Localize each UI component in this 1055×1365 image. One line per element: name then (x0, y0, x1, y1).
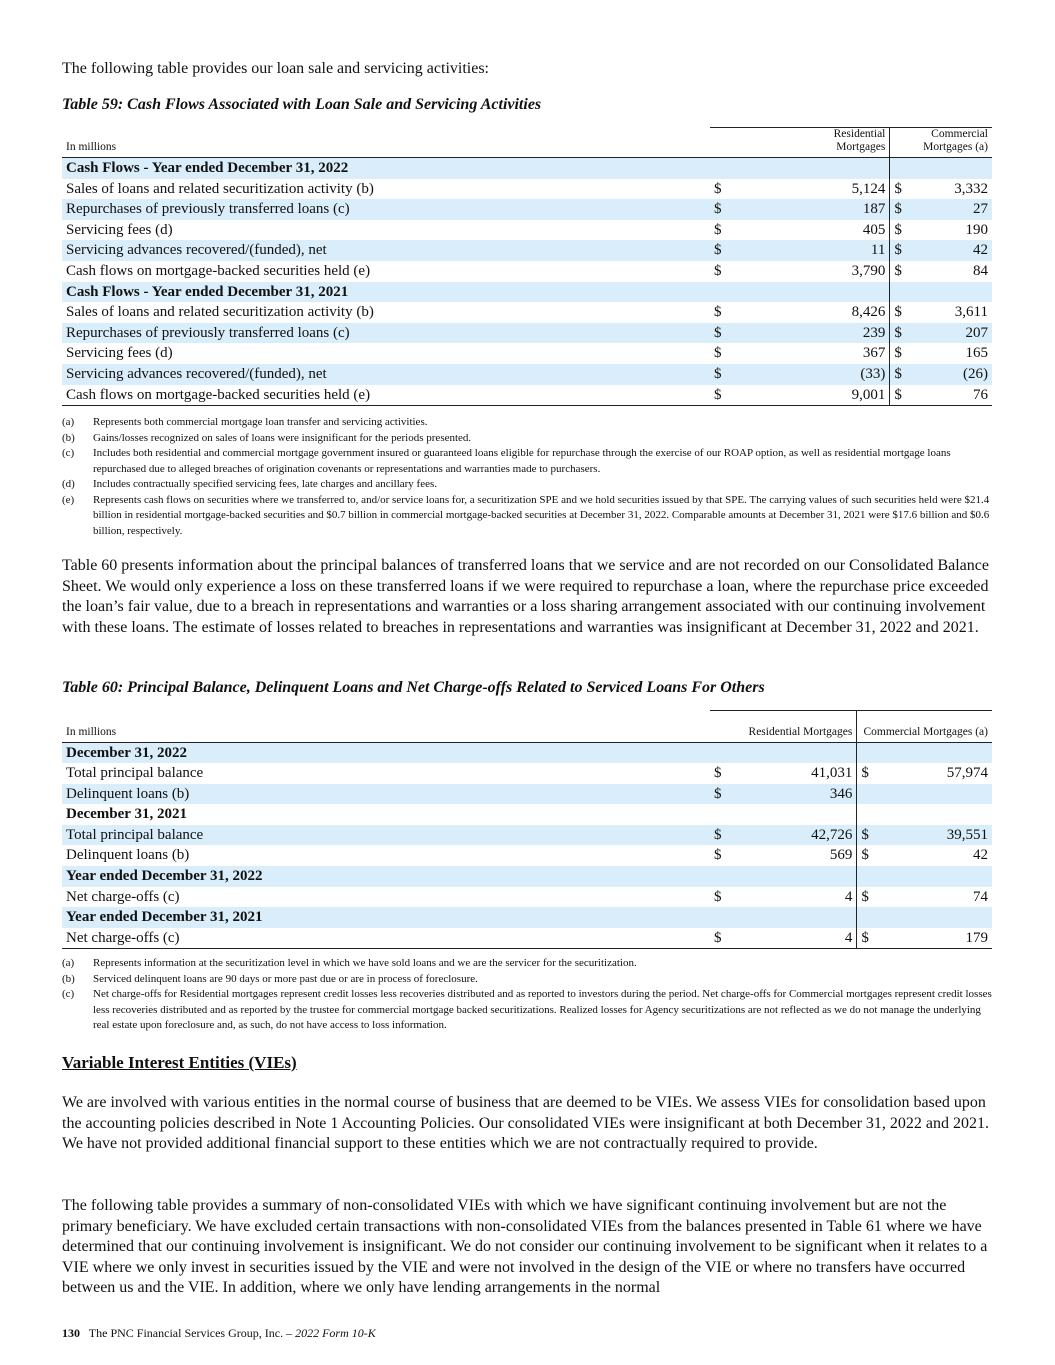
residential-value: 3,790 (851, 262, 886, 279)
currency-symbol: $ (857, 887, 886, 908)
col-residential-header: Residential Mortgages (710, 711, 857, 743)
empty-cell (885, 742, 992, 763)
empty-cell (918, 158, 992, 179)
table-row (62, 784, 992, 805)
section-title: Year ended December 31, 2022 (62, 866, 710, 887)
currency-symbol: $ (857, 928, 886, 949)
footnote (62, 415, 992, 431)
footnote-label: (c) (62, 447, 75, 459)
section-title: Cash Flows - Year ended December 31, 2021 (62, 282, 710, 303)
footnote-text: Includes contractually specified servicing fees, late charges and ancillary fees. (93, 478, 438, 490)
table-59-footnotes (62, 415, 992, 539)
col-residential-header (710, 128, 890, 158)
empty-cell (710, 158, 738, 179)
currency-symbol: $ (890, 220, 919, 241)
footnote-label: (c) (62, 988, 75, 1000)
footer-form: 2022 Form 10-K (295, 1326, 376, 1340)
footnote-label: (b) (62, 431, 75, 444)
footnote-text: Gains/losses recognized on sales of loans were insignificant for the periods presented. (93, 431, 472, 444)
commercial-value: 57,974 (946, 765, 988, 782)
vie-paragraph-2: The following table provides a summary of non-consolidated VIEs with which we have significant continuing involvement but are not the primary beneficiary. We have excluded certain transactions with non-consolidated VIEs from the balances presented in Table 61 where we have determined that our continuing involvement is insignificant. We do not consider our continuing involvement to be significant when it relates to a VIE where we only invest in securities issued by the VIE and were not involved in the design of the VIE or where no transfers have occurred between us and the VIE. In addition, where we only have lending arrangements in the normal (62, 1197, 988, 1296)
row-label: Delinquent loans (b) (62, 784, 710, 805)
residential-value: 346 (738, 784, 857, 805)
commercial-value: 42 (918, 240, 992, 261)
empty-cell (710, 742, 738, 763)
currency-symbol: $ (710, 199, 738, 220)
footnote-label: (a) (62, 416, 75, 428)
empty-cell (710, 804, 738, 825)
commercial-value: 27 (918, 199, 992, 220)
row-label: Servicing advances recovered/(funded), net (62, 240, 710, 261)
table-row (62, 887, 992, 908)
currency-symbol: $ (890, 323, 919, 344)
row-label: Total principal balance (62, 825, 710, 846)
empty-cell (918, 282, 992, 303)
section-title: December 31, 2021 (66, 806, 187, 823)
residential-value: 41,031 (811, 765, 853, 782)
currency-symbol: $ (710, 825, 738, 846)
commercial-value (885, 784, 992, 805)
vie-paragraph-1: We are involved with various entities in the normal course of business that are deemed to be VIEs. We assess VIEs for consolidation based upon the accounting policies described in Note 1 Accounting Policies. Our consolidated VIEs were insignificant at both December 31, 2022 and 2021. We have not provided additional financial support to these entities which we are not contractually required to provide. (62, 1094, 990, 1152)
currency-symbol: $ (857, 845, 886, 866)
table-60 (62, 710, 992, 949)
empty-cell (738, 907, 857, 928)
table-row (62, 364, 992, 385)
footnote (62, 493, 992, 540)
vie-section-heading: Variable Interest Entities (VIEs) (62, 1053, 297, 1072)
currency-symbol: $ (714, 888, 722, 905)
commercial-value: 3,332 (954, 180, 988, 197)
commercial-value: (26) (918, 364, 992, 385)
currency-symbol: $ (890, 364, 919, 385)
row-label: Cash flows on mortgage-backed securities held (e) (66, 386, 371, 403)
residential-value: 8,426 (851, 304, 886, 321)
residential-value: 239 (738, 323, 890, 344)
row-label: Servicing advances recovered/(funded), net (62, 364, 710, 385)
table-row (62, 385, 992, 406)
units-label: In millions (66, 141, 117, 153)
page-number: 130 (62, 1326, 80, 1340)
commercial-value: 190 (965, 221, 988, 238)
empty-cell (885, 804, 992, 825)
footnote-label: (d) (62, 478, 75, 490)
empty-cell (890, 282, 919, 303)
commercial-value: 74 (973, 888, 988, 905)
empty-cell (738, 158, 890, 179)
row-label: Sales of loans and related securitization activity (b) (66, 304, 374, 321)
empty-cell (885, 866, 992, 887)
commercial-value: 3,611 (954, 304, 988, 321)
page-footer (62, 1326, 376, 1341)
footnote (62, 956, 992, 972)
table-row (62, 825, 992, 846)
commercial-value: 84 (973, 262, 988, 279)
table-row (62, 323, 992, 344)
residential-value: 4 (844, 929, 853, 946)
currency-symbol: $ (890, 179, 919, 200)
currency-symbol: $ (890, 199, 919, 220)
section-row (62, 282, 992, 303)
table-60-caption: Table 60: Principal Balance, Delinquent Loans and Net Charge-offs Related to Serviced Loans For Others (62, 679, 765, 696)
residential-value: 569 (829, 847, 853, 864)
commercial-value: 165 (965, 345, 988, 362)
empty-cell (857, 804, 886, 825)
residential-value: 5,124 (851, 180, 886, 197)
table-row (62, 845, 992, 866)
table-header-row (62, 128, 992, 158)
table-60-footnotes (62, 956, 992, 1034)
residential-value: 4 (844, 888, 853, 905)
empty-cell (710, 866, 738, 887)
table-row (62, 343, 992, 364)
row-label: Total principal balance (66, 765, 204, 782)
currency-symbol: $ (714, 180, 722, 197)
empty-cell (857, 742, 886, 763)
col-commercial-header (890, 128, 992, 158)
table-row (62, 261, 992, 282)
currency-symbol: $ (714, 929, 722, 946)
residential-value: 405 (862, 221, 886, 238)
residential-value: (33) (738, 364, 890, 385)
footnote-text: Represents information at the securitization level in which we have sold loans and we are the servicer for the securitization. (93, 957, 637, 969)
footnote (62, 446, 992, 477)
row-label: Cash flows on mortgage-backed securities held (e) (66, 262, 371, 279)
section-row (62, 158, 992, 179)
footnote (62, 431, 992, 447)
currency-symbol: $ (890, 302, 919, 323)
footer-company: The PNC Financial Services Group, Inc. – (88, 1326, 293, 1340)
empty-cell (885, 907, 992, 928)
footnote-label: (a) (62, 957, 75, 969)
table-header-row (62, 711, 992, 743)
currency-symbol: $ (710, 323, 738, 344)
col-header-line: Mortgages (a) (923, 141, 988, 153)
section-row (62, 866, 992, 887)
currency-symbol: $ (714, 765, 722, 782)
table-row (62, 240, 992, 261)
empty-cell (710, 282, 738, 303)
units-label: In millions (66, 725, 117, 738)
row-label: Servicing fees (d) (66, 221, 173, 238)
currency-symbol: $ (890, 343, 919, 364)
section-title: December 31, 2022 (62, 742, 710, 763)
section-title: Year ended December 31, 2021 (62, 907, 710, 928)
footnote-text: Includes both residential and commercial mortgage government insured or guaranteed loans eligible for repurchase through the exercise of our ROAP option, as well as residential mortgage loans repurchased due to alleged breaches of origination covenants or representations and warranties made to purchasers. (93, 447, 951, 475)
col-header-line: Mortgages (836, 141, 886, 153)
currency-symbol: $ (714, 304, 722, 321)
table-row (62, 179, 992, 200)
currency-symbol: $ (710, 784, 738, 805)
currency-symbol: $ (710, 364, 738, 385)
currency-symbol: $ (714, 847, 722, 864)
currency-symbol (857, 784, 886, 805)
table-row (62, 928, 992, 949)
section-row (62, 804, 992, 825)
col-header-line: Residential (833, 128, 886, 140)
commercial-value: 42 (973, 847, 988, 864)
row-label: Delinquent loans (b) (66, 847, 190, 864)
currency-symbol: $ (714, 386, 722, 403)
residential-value: 9,001 (851, 386, 886, 403)
currency-symbol: $ (714, 262, 722, 279)
footnote-text: Represents both commercial mortgage loan transfer and servicing activities. (93, 416, 428, 428)
currency-symbol: $ (714, 345, 722, 362)
row-label: Net charge-offs (c) (66, 929, 180, 946)
footnote (62, 987, 992, 1034)
row-label: Net charge-offs (c) (66, 888, 180, 905)
table-59 (62, 127, 992, 406)
empty-cell (890, 158, 919, 179)
table-60-intro-paragraph: Table 60 presents information about the principal balances of transferred loans that we service and are not recorded on our Consolidated Balance Sheet. We would only experience a loss on these transferred loans if we were required to repurchase a loan, where the repurchase price exceeded the loan’s fair value, due to a breach in representations and warranties or a loss sharing arrangement associated with our continuing involvement with these loans. The estimate of losses related to breaches in representations and warranties was insignificant at December 31, 2022 and 2021. (62, 557, 989, 636)
currency-symbol: $ (890, 261, 919, 282)
commercial-value: 207 (918, 323, 992, 344)
residential-value: 42,726 (738, 825, 857, 846)
currency-symbol: $ (890, 240, 919, 261)
empty-cell (738, 742, 857, 763)
empty-cell (710, 907, 738, 928)
footnote-text: Represents cash flows on securities where we transferred to, and/or service loans for, a securitization SPE and we hold securities issued by that SPE. The carrying values of such securities held were $21.4 billion in residential mortgage-backed securities and $0.7 billion in commercial mortgage-backed securities at December 31, 2022. Comparable amounts at December 31, 2021 were $17.6 billion and $0.6 billion, respectively. (93, 493, 990, 537)
currency-symbol: $ (714, 221, 722, 238)
residential-value: 11 (738, 240, 890, 261)
section-row (62, 907, 992, 928)
footnote (62, 972, 992, 988)
footnote-text: Serviced delinquent loans are 90 days or more past due or are in process of foreclosure. (93, 972, 478, 985)
empty-cell (857, 866, 886, 887)
commercial-value: 76 (973, 386, 988, 403)
row-label: Repurchases of previously transferred loans (c) (62, 323, 710, 344)
commercial-value: 179 (965, 929, 988, 946)
empty-cell (738, 866, 857, 887)
currency-symbol: $ (857, 825, 886, 846)
table-59-caption: Table 59: Cash Flows Associated with Loan Sale and Servicing Activities (62, 96, 542, 113)
currency-symbol: $ (710, 240, 738, 261)
footnote-label: (b) (62, 972, 75, 985)
empty-cell (738, 804, 857, 825)
footnote-label: (e) (62, 493, 75, 506)
empty-cell (857, 907, 886, 928)
intro-paragraph: The following table provides our loan sale and servicing activities: (62, 60, 489, 77)
residential-value: 367 (862, 345, 886, 362)
commercial-value: 39,551 (885, 825, 992, 846)
currency-symbol: $ (857, 763, 886, 784)
row-label: Sales of loans and related securitization activity (b) (66, 180, 374, 197)
footnote-text: Net charge-offs for Residential mortgages represent credit losses less recoveries distributed and as reported to investors during the period. Net charge-offs for Commercial mortgages represent credit losses less recoveries distributed and as reported by the trustee for commercial mortgage backed securitizations. Realized losses for Agency securitizations are not reflected as we do not manage the underlying real estate upon foreclosure and, as such, do not have access to loss information. (93, 988, 992, 1031)
empty-cell (738, 282, 890, 303)
residential-value: 187 (738, 199, 890, 220)
row-label: Servicing fees (d) (66, 345, 173, 362)
table-row (62, 220, 992, 241)
table-row (62, 302, 992, 323)
col-commercial-header: Commercial Mortgages (a) (857, 711, 992, 743)
table-row (62, 199, 992, 220)
table-row (62, 763, 992, 784)
section-title: Cash Flows - Year ended December 31, 2022 (62, 158, 710, 179)
footnote (62, 477, 992, 493)
currency-symbol: $ (890, 385, 919, 406)
col-header-line: Commercial (931, 128, 988, 140)
section-row (62, 742, 992, 763)
row-label: Repurchases of previously transferred loans (c) (62, 199, 710, 220)
